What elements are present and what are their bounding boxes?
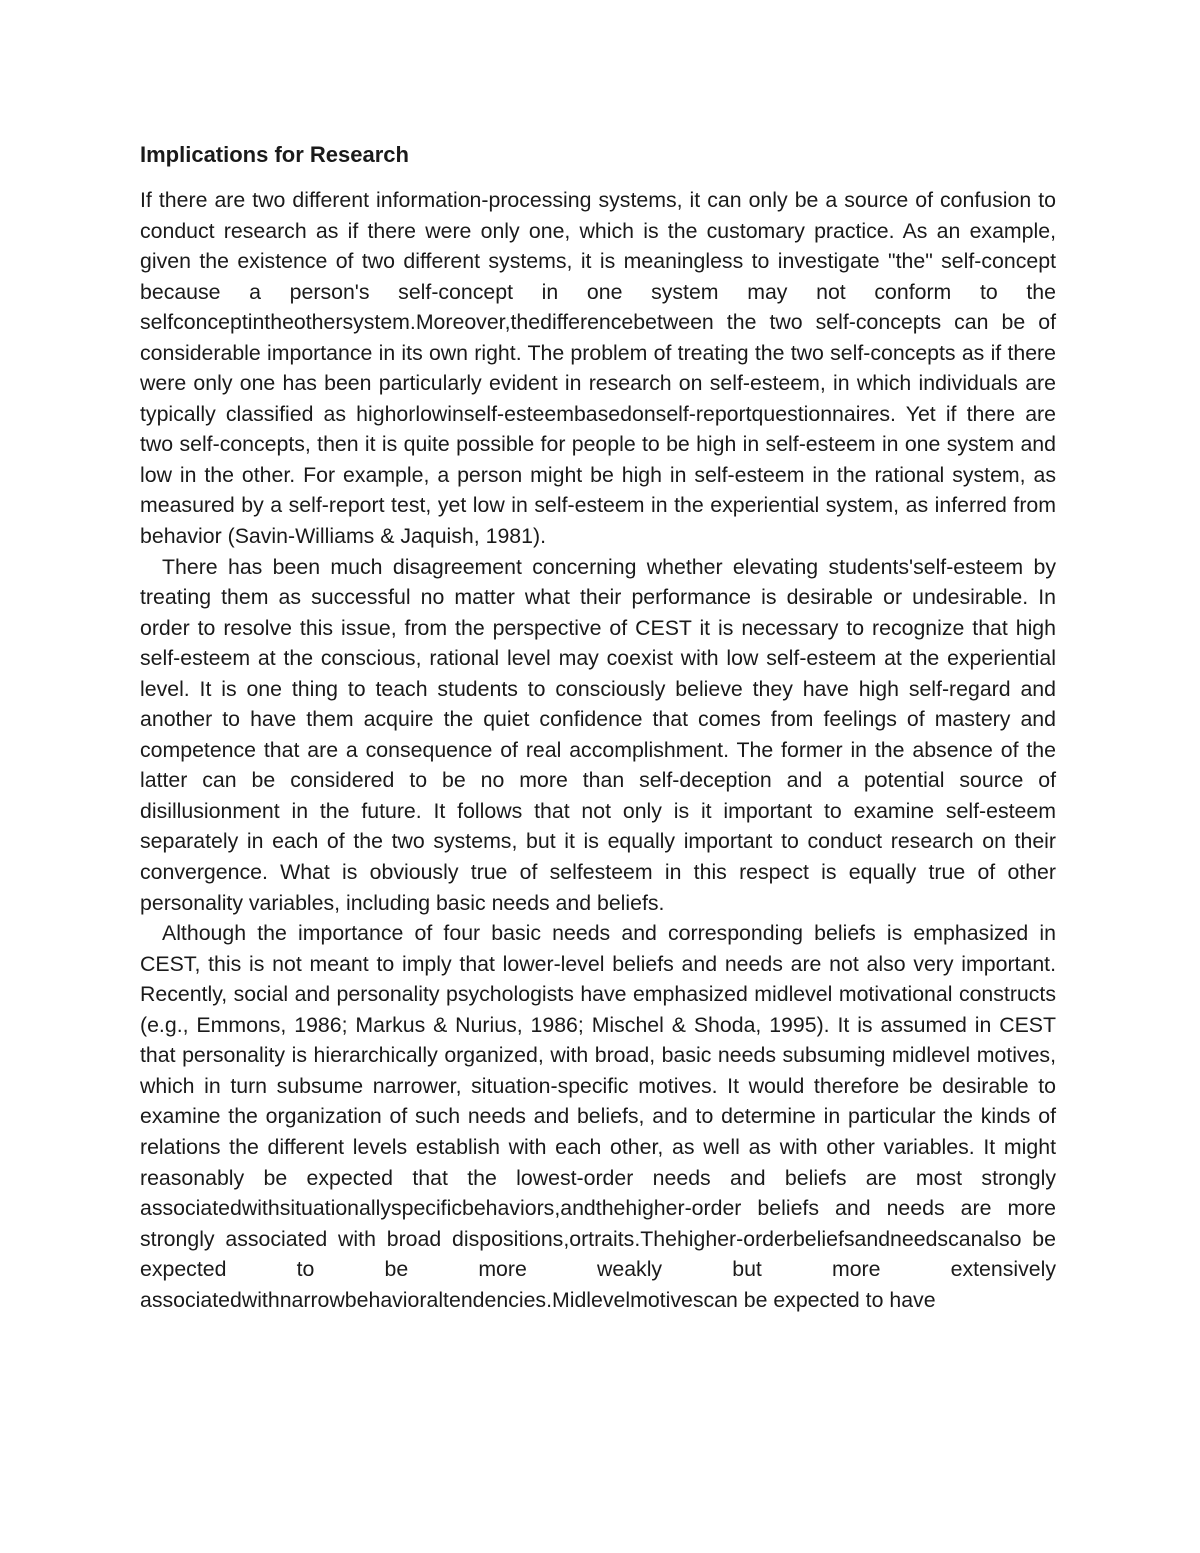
paragraph-1: If there are two different information-processing systems, it can only be a source of confusion to conduct research as if there were only one, which is the customary practice. As an example, given the existence of two different systems, it is meaningless to investigate "the" self-concept because a person's self-concept in one system may not conform to the selfconceptintheothersystem.Moreover,thedifferencebetween the two self-concepts can be of considerable importance in its own right. The problem of treating the two self-concepts as if there were only one has been particularly evident in research on self-esteem, in which individuals are typically classified as highorlowinself-esteembasedonself-reportquestionnaires. Yet if there are two self-concepts, then it is quite possible for people to be high in self-esteem in one system and low in the other. For example, a person might be high in self-esteem in the rational system, as measured by a self-report test, yet low in self-esteem in the experiential system, as inferred from behavior (Savin-Williams & Jaquish, 1981). [140, 188, 1056, 549]
paragraph-3: Although the importance of four basic needs and corresponding beliefs is emphasized in CEST, this is not meant to imply that lower-level beliefs and needs are not also very important. Recently, social and personality psychologists have emphasized midlevel motivational constructs (e.g., Emmons, 1986; Markus & Nurius, 1986; Mischel & Shoda, 1995). It is assumed in CEST that personality is hierarchically organized, with broad, basic needs subsuming midlevel motives, which in turn subsume narrower, situation-specific motives. It would therefore be desirable to examine the organization of such needs and beliefs, and to determine in particular the kinds of relations the different levels establish with each other, as well as with other variables. It might reasonably be expected that the lowest-order needs and beliefs are most strongly associatedwithsituationallyspecificbehaviors,andthehigher-order beliefs and needs are more strongly associated with broad dispositions,ortraits.Thehigher-orderbeliefsandneedscanalso be expected to be more weakly but more extensively associatedwithnarrowbehavioraltendencies.Midlevelmotivescan be expected to have [140, 921, 1056, 1312]
section-heading: Implications for Research [140, 142, 409, 167]
paragraph-2: There has been much disagreement concerning whether elevating students'self-esteem by treating them as successful no matter what their performance is desirable or undesirable. In order to resolve this issue, from the perspective of CEST it is necessary to recognize that high self-esteem at the conscious, rational level may coexist with low self-esteem at the experiential level. It is one thing to teach students to consciously believe they have high self-regard and another to have them acquire the quiet confidence that comes from feelings of mastery and competence that are a consequence of real accomplishment. The former in the absence of the latter can be considered to be no more than self-deception and a potential source of disillusionment in the future. It follows that not only is it important to examine self-esteem separately in each of the two systems, but it is equally important to conduct research on their convergence. What is obviously true of selfesteem in this respect is equally true of other personality variables, including basic needs and beliefs. [140, 554, 1056, 915]
body-text [140, 185, 1056, 1315]
